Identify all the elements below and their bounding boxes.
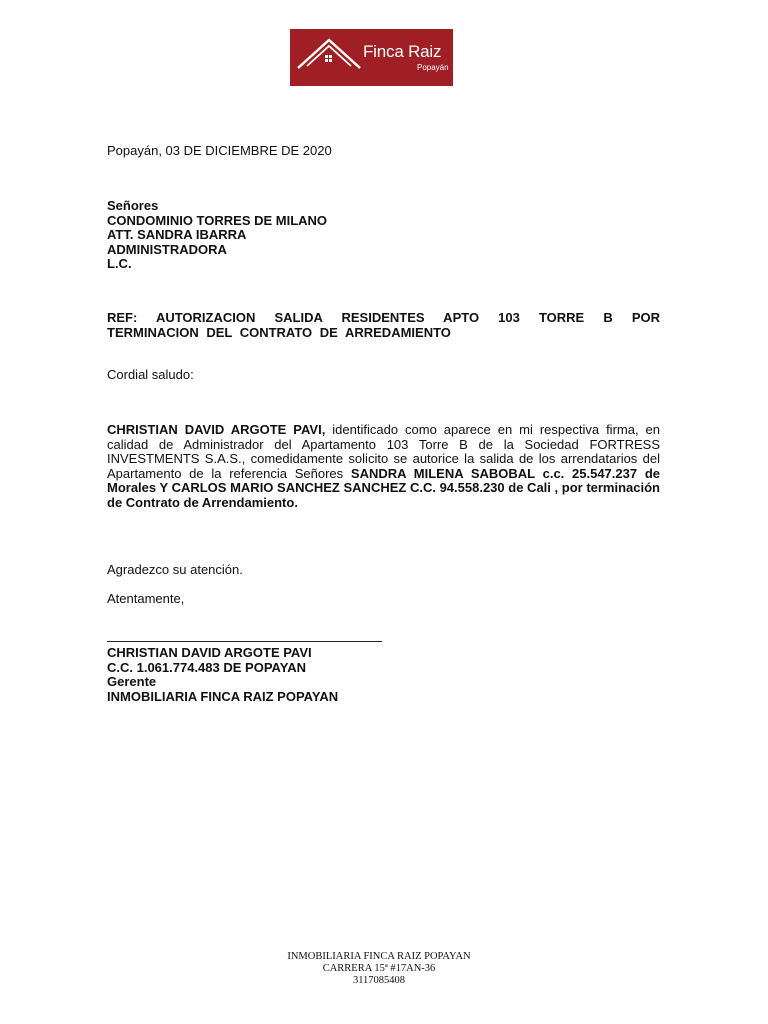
body-text: identificado como aparece en mi respectiva firma, en calidad de Administrador del Apartamento 103 Torre B de la Sociedad FORTRESS INVESTMENTS S.A.S., comedidamente solicito se autorice la salida de los arrendatarios del Apartamento de la referencia Señores bbox=[107, 422, 660, 481]
signature-line bbox=[107, 641, 382, 642]
thanks-line: Agradezco su atención. bbox=[107, 562, 243, 577]
reference-line: REF: AUTORIZACION SALIDA RESIDENTES APTO 103 TORRE B POR TERMINACION DEL CONTRATO DE ARREDAMIENTO bbox=[107, 310, 660, 340]
recipient-line: L.C. bbox=[107, 256, 132, 272]
body-bold-tail: SANDRA MILENA SABOBAL c.c. 25.547.237 de Morales Y CARLOS MARIO SANCHEZ SANCHEZ C.C. 94.558.230 de Cali , por terminación de Contrato de Arrendamiento. bbox=[107, 465, 660, 510]
company-logo bbox=[290, 29, 453, 86]
recipient-line: ATT. SANDRA IBARRA bbox=[107, 227, 247, 243]
footer-company: INMOBILIARIA FINCA RAIZ POPAYAN bbox=[287, 951, 471, 962]
greeting: Cordial saludo: bbox=[107, 367, 194, 382]
recipient-line: ADMINISTRADORA bbox=[107, 241, 227, 257]
closing-line: Atentamente, bbox=[107, 591, 185, 606]
recipient-line: Señores bbox=[107, 198, 159, 213]
footer-address: CARRERA 15ª #17AN-36 bbox=[322, 962, 436, 974]
logo-city-text: Popayán bbox=[417, 63, 449, 72]
body-name: CHRISTIAN DAVID ARGOTE PAVI, bbox=[107, 422, 326, 437]
logo-brand-text: Finca Raiz bbox=[363, 42, 442, 61]
date-line: Popayán, 03 DE DICIEMBRE DE 2020 bbox=[107, 143, 332, 158]
signature-name: CHRISTIAN DAVID ARGOTE PAVI bbox=[107, 645, 312, 660]
footer bbox=[0, 951, 768, 986]
signature-id: C.C. 1.061.774.483 DE POPAYAN bbox=[107, 659, 306, 675]
signature-company: INMOBILIARIA FINCA RAIZ POPAYAN bbox=[107, 688, 339, 704]
footer-phone: 3117085408 bbox=[352, 974, 406, 986]
letter-body bbox=[107, 423, 660, 511]
recipient-line: CONDOMINIO TORRES DE MILANO bbox=[107, 212, 328, 228]
signature-title: Gerente bbox=[107, 674, 157, 690]
